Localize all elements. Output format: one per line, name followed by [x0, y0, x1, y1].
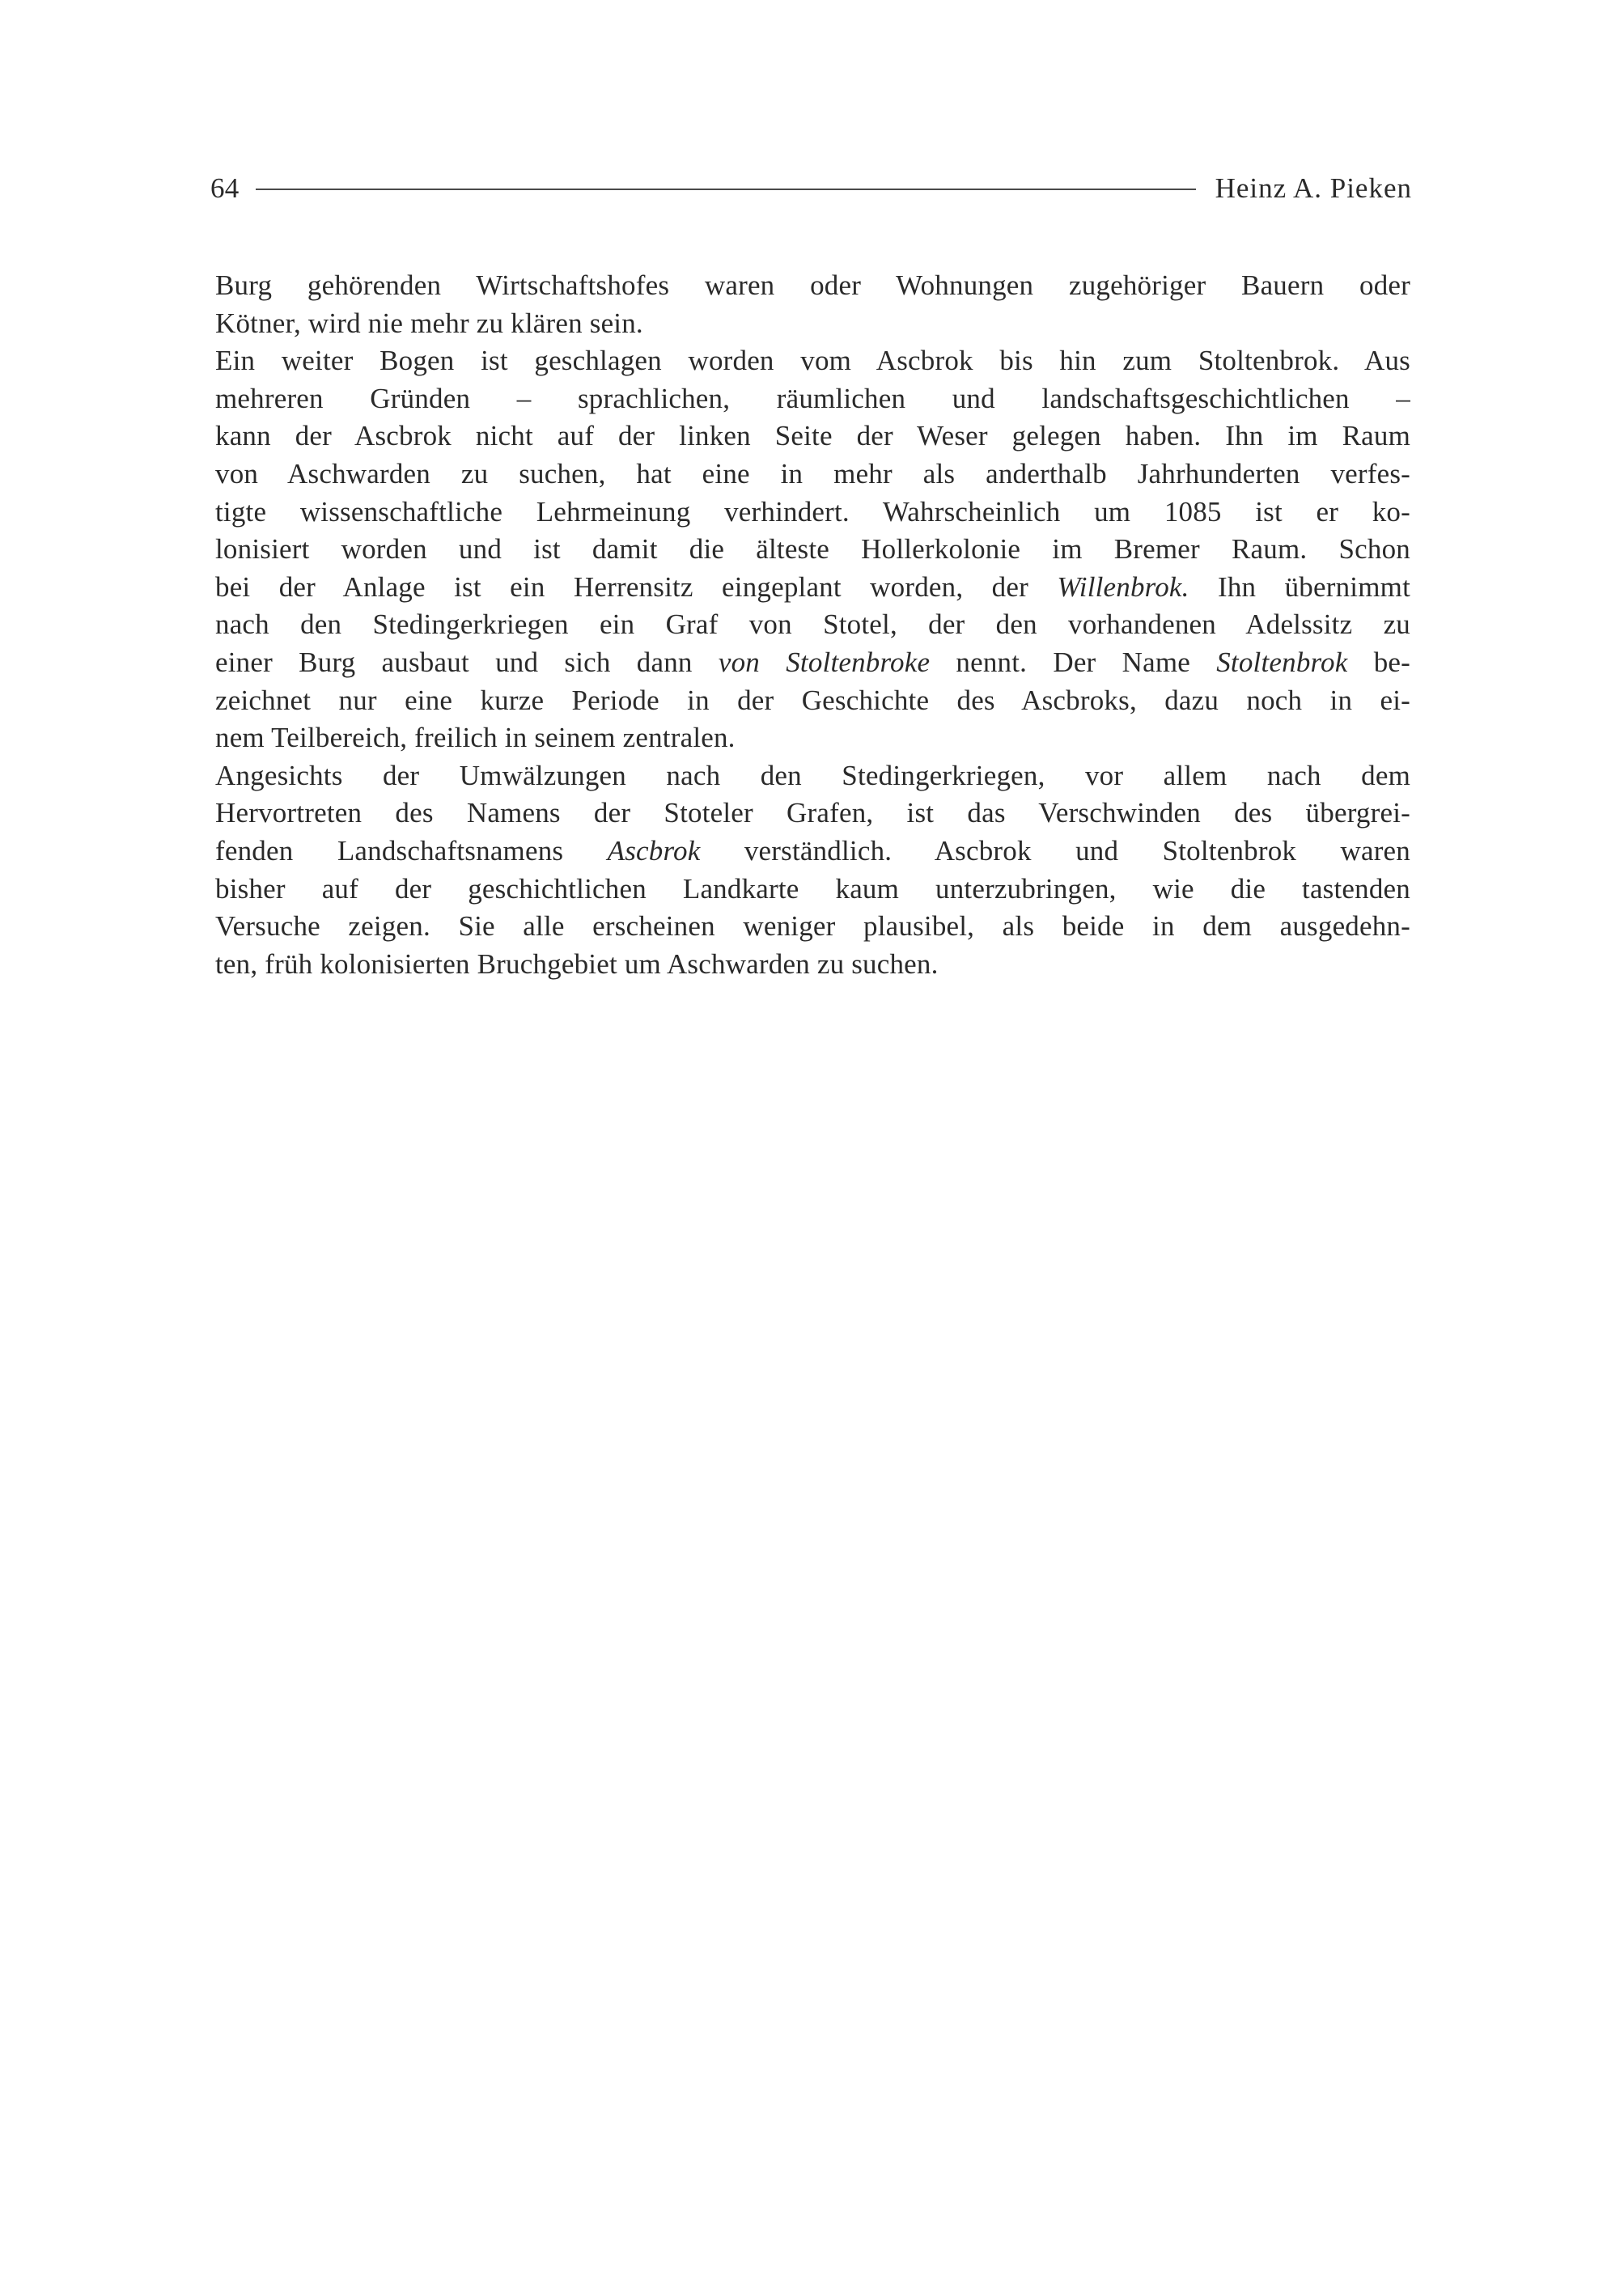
page-number: 64 — [210, 172, 240, 204]
running-head — [210, 168, 1412, 209]
text-segment: lonisiert worden und ist damit die älteste Hollerkolonie im Bremer Raum. Schon — [215, 533, 1410, 566]
text-line — [215, 380, 1410, 418]
text-segment: Hervortreten des Namens der Stoteler Grafen, ist das Verschwinden des übergrei- — [215, 797, 1410, 829]
header-rule — [256, 189, 1196, 190]
text-segment: Angesichts der Umwälzungen nach den Stedingerkriegen, vor allem nach dem — [215, 759, 1410, 791]
text-line — [215, 569, 1410, 607]
text-segment: einer Burg ausbaut und sich dann — [215, 646, 719, 678]
text-segment: verständlich. Ascbrok und Stoltenbrok waren — [700, 834, 1410, 867]
text-line — [215, 305, 1410, 343]
text-line — [215, 719, 1410, 757]
text-segment: zeichnet nur eine kurze Periode in der Geschichte des Ascbroks, dazu noch in ei- — [215, 684, 1410, 716]
text-segment: mehreren Gründen – sprachlichen, räumlichen und landschaftsgeschichtlichen – — [215, 382, 1410, 414]
text-line — [215, 946, 1410, 984]
text-segment: be- — [1347, 646, 1410, 678]
text-line — [215, 494, 1410, 532]
italic-term: Willenbrok. — [1057, 570, 1189, 603]
paragraph — [215, 267, 1410, 342]
text-segment: Kötner, wird nie mehr zu klären sein. — [215, 307, 643, 339]
italic-term: von Stoltenbroke — [718, 646, 931, 678]
text-segment: Versuche zeigen. Sie alle erscheinen weniger plausibel, als beide in dem ausgedehn- — [215, 910, 1410, 943]
text-segment: Ein weiter Bogen ist geschlagen worden vom Ascbrok bis hin zum Stoltenbrok. Aus — [215, 345, 1410, 377]
paragraph — [215, 342, 1410, 757]
text-segment: fenden Landschaftsnamens — [215, 834, 608, 867]
text-line — [215, 644, 1410, 682]
text-segment: Burg gehörenden Wirtschaftshofes waren oder Wohnungen zugehöriger Bauern oder — [215, 269, 1410, 301]
running-head-author: Heinz A. Pieken — [1215, 172, 1412, 204]
text-segment: nennt. Der Name — [930, 646, 1217, 678]
italic-term: Stoltenbrok — [1216, 646, 1348, 678]
text-segment: tigte wissenschaftliche Lehrmeinung verhindert. Wahrscheinlich um 1085 ist er ko- — [215, 495, 1410, 528]
text-line — [215, 417, 1410, 456]
paragraph — [215, 757, 1410, 984]
text-line — [215, 267, 1410, 305]
text-segment: Ihn übernimmt — [1189, 570, 1410, 603]
text-segment: von Aschwarden zu suchen, hat eine in mehr als anderthalb Jahrhunderten verfes- — [215, 457, 1410, 490]
text-segment: nem Teilbereich, freilich in seinem zentralen. — [215, 722, 736, 754]
body-text — [215, 267, 1410, 983]
text-segment: nach den Stedingerkriegen ein Graf von Stotel, der den vorhandenen Adelssitz zu — [215, 608, 1410, 641]
text-line — [215, 456, 1410, 494]
italic-term: Ascbrok — [607, 834, 701, 867]
text-segment: ten, früh kolonisierten Bruchgebiet um Aschwarden zu suchen. — [215, 947, 939, 980]
text-segment: bei der Anlage ist ein Herrensitz eingeplant worden, der — [215, 570, 1058, 603]
text-line — [215, 682, 1410, 720]
text-line — [215, 795, 1410, 833]
text-line — [215, 833, 1410, 871]
text-segment: bisher auf der geschichtlichen Landkarte kaum unterzubringen, wie die tastenden — [215, 872, 1410, 905]
text-line — [215, 757, 1410, 795]
text-line — [215, 908, 1410, 946]
text-line — [215, 871, 1410, 909]
text-line — [215, 342, 1410, 380]
text-segment: kann der Ascbrok nicht auf der linken Seite der Weser gelegen haben. Ihn im Raum — [215, 420, 1410, 452]
text-line — [215, 606, 1410, 644]
text-line — [215, 531, 1410, 569]
